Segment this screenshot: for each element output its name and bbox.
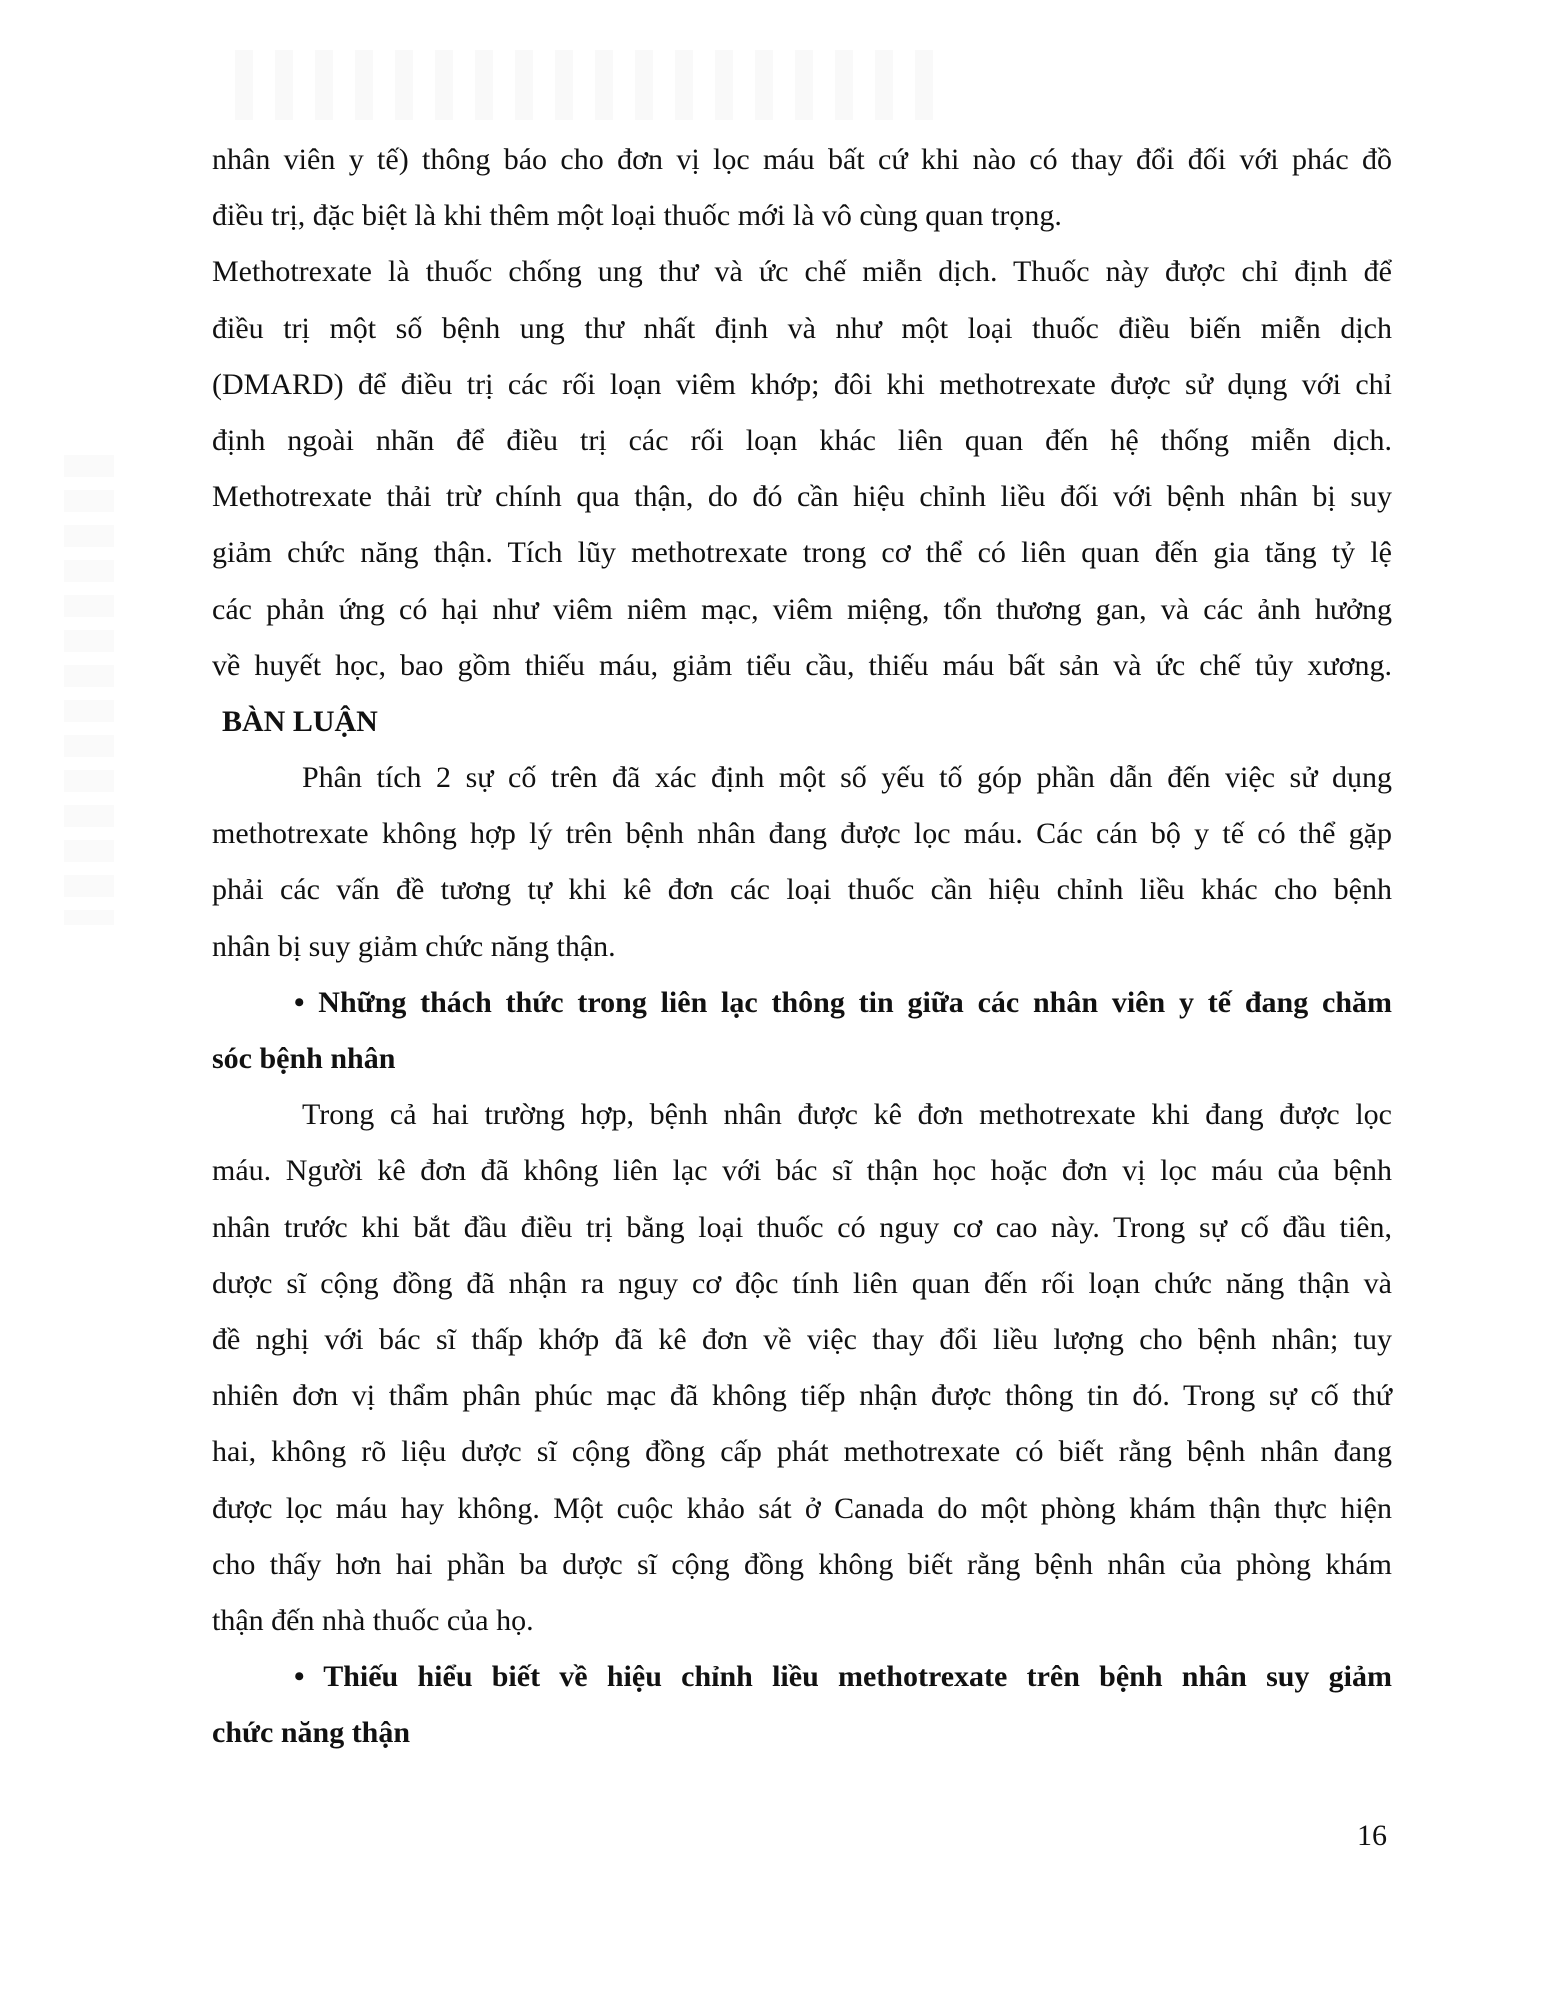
bullet-heading-dose-adjustment [212,1654,1392,1766]
text-line: các phản ứng có hại như viêm niêm mạc, viêm miệng, tổn thương gan, và các ảnh hưởng [212,592,1392,626]
document-page [212,137,1392,1766]
text-line: sóc bệnh nhân [212,1042,396,1075]
section-heading: BÀN LUẬN [222,704,378,738]
text-line: máu. Người kê đơn đã không liên lạc với bác sĩ thận học hoặc đơn vị lọc máu của bệnh [212,1154,1392,1188]
text-line: nhiên đơn vị thẩm phân phúc mạc đã không tiếp nhận được thông tin đó. Trong sự cố thứ [212,1379,1392,1413]
text-line: giảm chức năng thận. Tích lũy methotrexate trong cơ thể có liên quan đến gia tăng tỷ lệ [212,536,1392,570]
paragraph-discussion [212,755,1392,980]
text-line: cho thấy hơn hai phần ba dược sĩ cộng đồng không biết rằng bệnh nhân của phòng khám [212,1547,1392,1581]
text-line: Trong cả hai trường hợp, bệnh nhân được kê đơn methotrexate khi đang được lọc [302,1098,1392,1132]
text-line: hai, không rõ liệu dược sĩ cộng đồng cấp phát methotrexate có biết rằng bệnh nhân đang [212,1435,1392,1469]
text-line: Phân tích 2 sự cố trên đã xác định một số yếu tố góp phần dẫn đến việc sử dụng [302,761,1392,795]
text-line: thận đến nhà thuốc của họ. [212,1603,534,1637]
text-line: Methotrexate là thuốc chống ung thư và ức chế miễn dịch. Thuốc này được chỉ định để [212,255,1392,289]
watermark-top [235,50,935,120]
paragraph-intro-continuation [212,137,1392,249]
bullet-heading-communication [212,980,1392,1092]
text-line: • Những thách thức trong liên lạc thông tin giữa các nhân viên y tế đang chăm [294,985,1392,1019]
text-line: định ngoài nhãn để điều trị các rối loạn khác liên quan đến hệ thống miễn dịch. [212,423,1392,457]
text-line: nhân viên y tế) thông báo cho đơn vị lọc máu bất cứ khi nào có thay đổi đối với phác đồ [212,143,1392,176]
text-line: điều trị một số bệnh ung thư nhất định và như một loại thuốc điều biến miễn dịch [212,311,1392,345]
text-line: phải các vấn đề tương tự khi kê đơn các loại thuốc cần hiệu chỉnh liều khác cho bệnh [212,873,1392,907]
watermark-left [64,455,114,925]
text-line: được lọc máu hay không. Một cuộc khảo sát ở Canada do một phòng khám thận thực hiện [212,1491,1392,1525]
paragraph-cases [212,1092,1392,1654]
text-line: methotrexate không hợp lý trên bệnh nhân đang được lọc máu. Các cán bộ y tế có thể gặp [212,817,1392,851]
text-line: chức năng thận [212,1716,411,1750]
text-line: Methotrexate thải trừ chính qua thận, do đó cần hiệu chỉnh liều đối với bệnh nhân bị suy [212,480,1392,514]
text-line: điều trị, đặc biệt là khi thêm một loại thuốc mới là vô cùng quan trọng. [212,199,1062,233]
text-line: nhân trước khi bắt đầu điều trị bằng loại thuốc có nguy cơ cao này. Trong sự cố đầu tiên, [212,1210,1392,1244]
paragraph-methotrexate [212,249,1392,699]
text-line: (DMARD) để điều trị các rối loạn viêm khớp; đôi khi methotrexate được sử dụng với chỉ [212,367,1392,401]
text-line: nhân bị suy giảm chức năng thận. [212,929,616,963]
text-line: • Thiếu hiểu biết về hiệu chỉnh liều methotrexate trên bệnh nhân suy giảm [294,1660,1392,1694]
text-line: đề nghị với bác sĩ thấp khớp đã kê đơn về việc thay đổi liều lượng cho bệnh nhân; tuy [212,1322,1392,1356]
text-line: về huyết học, bao gồm thiếu máu, giảm tiểu cầu, thiếu máu bất sản và ức chế tủy xương. [212,648,1392,682]
page-number: 16 [1357,1819,1387,1852]
text-line: dược sĩ cộng đồng đã nhận ra nguy cơ độc tính liên quan đến rối loạn chức năng thận và [212,1266,1392,1300]
